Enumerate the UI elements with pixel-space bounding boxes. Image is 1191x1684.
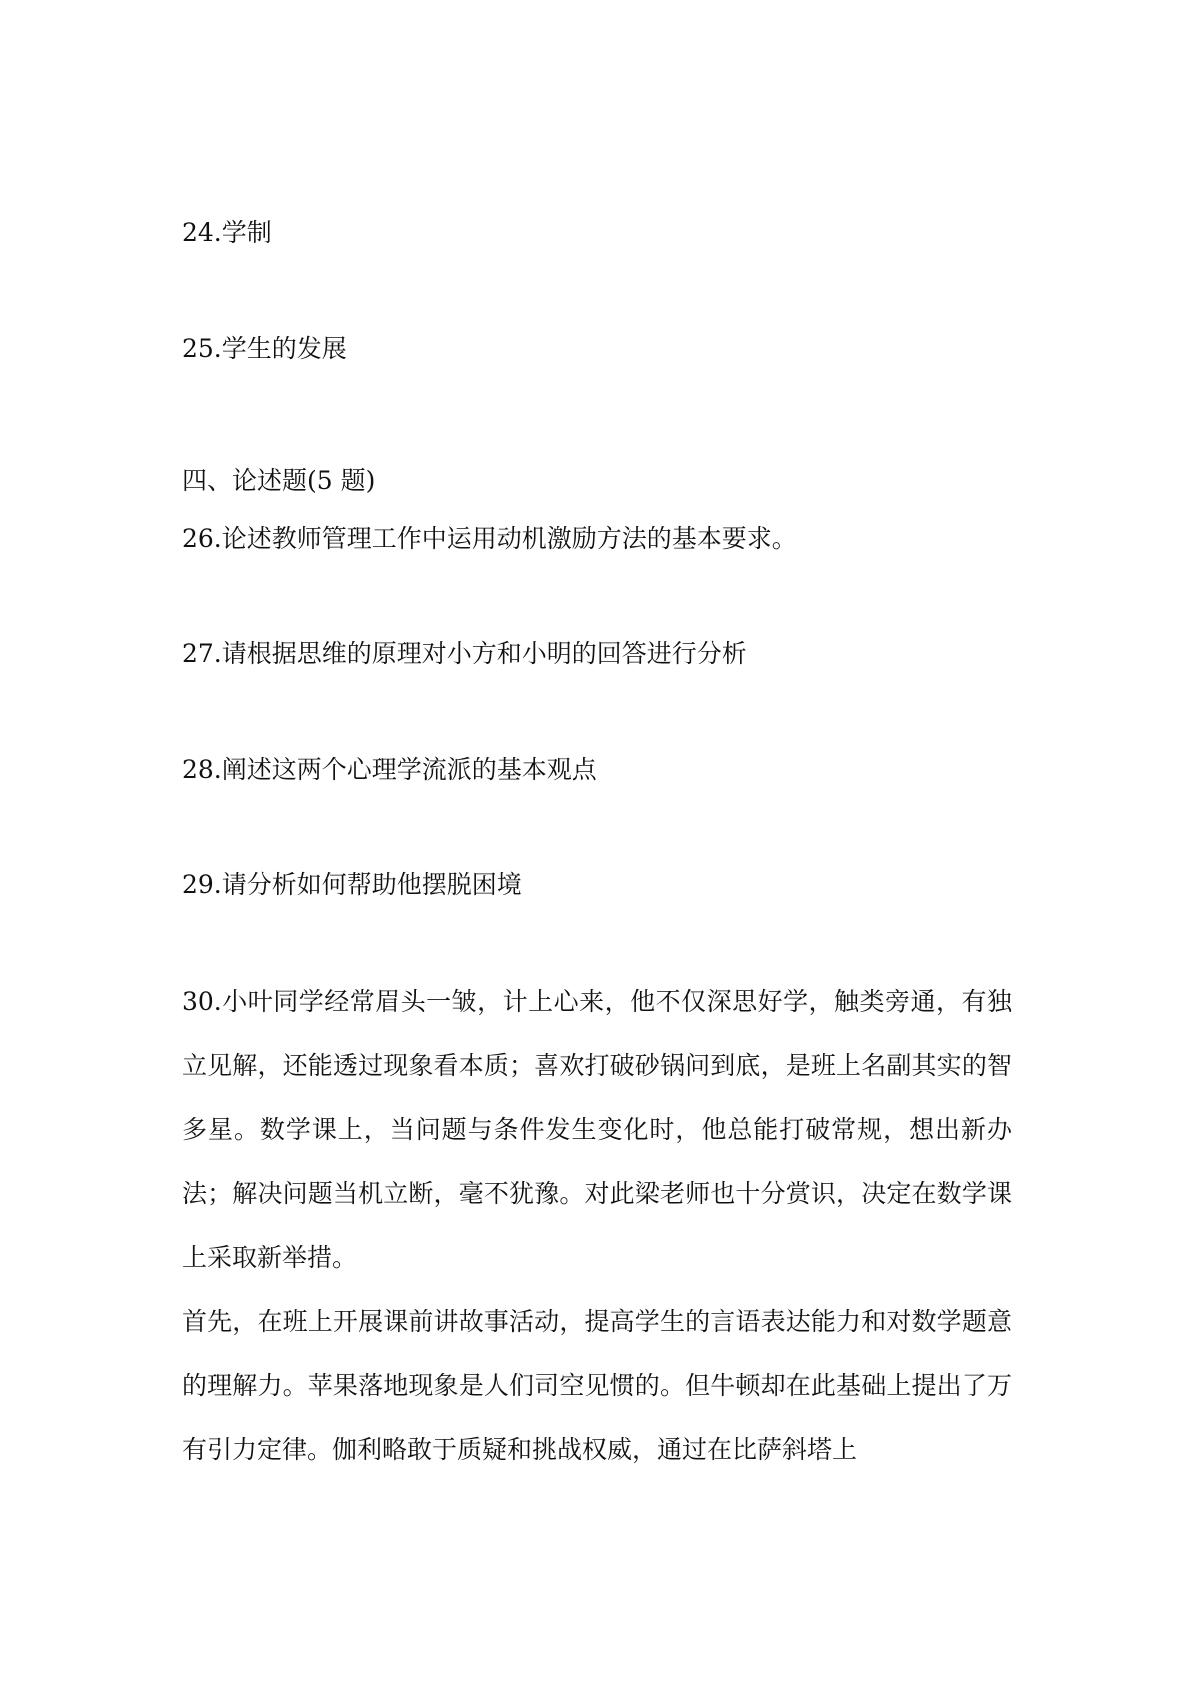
question-30-text: 30.小叶同学经常眉头一皱，计上心来，他不仅深思好学，触类旁通，有独立见解，还能透过现象看本质；喜欢打破砂锅问到底，是班上名副其实的智多星。数学课上，当问题与条件发生变化时，他总能打破常规，想出新办法；解决问题当机立断，毫不犹豫。对此梁老师也十分赏识，决定在数学课上采取新举措。: [182, 987, 1012, 1272]
question-24: 24.学制: [182, 218, 272, 247]
question-28: 28.阐述这两个心理学流派的基本观点: [182, 755, 597, 784]
question-30-followup: 首先，在班上开展课前讲故事活动，提高学生的言语表达能力和对数学题意的理解力。苹果落地现象是人们司空见惯的。但牛顿却在此基础上提出了万有引力定律。伽利略敢于质疑和挑战权威，通过在比萨斜塔上: [182, 1307, 1012, 1464]
question-25: 25.学生的发展: [182, 334, 347, 363]
section-heading: 四、论述题(5 题): [182, 466, 376, 495]
question-29: 29.请分析如何帮助他摆脱困境: [182, 870, 522, 899]
question-27: 27.请根据思维的原理对小方和小明的回答进行分析: [182, 639, 747, 668]
question-26: 26.论述教师管理工作中运用动机激励方法的基本要求。: [182, 524, 797, 553]
